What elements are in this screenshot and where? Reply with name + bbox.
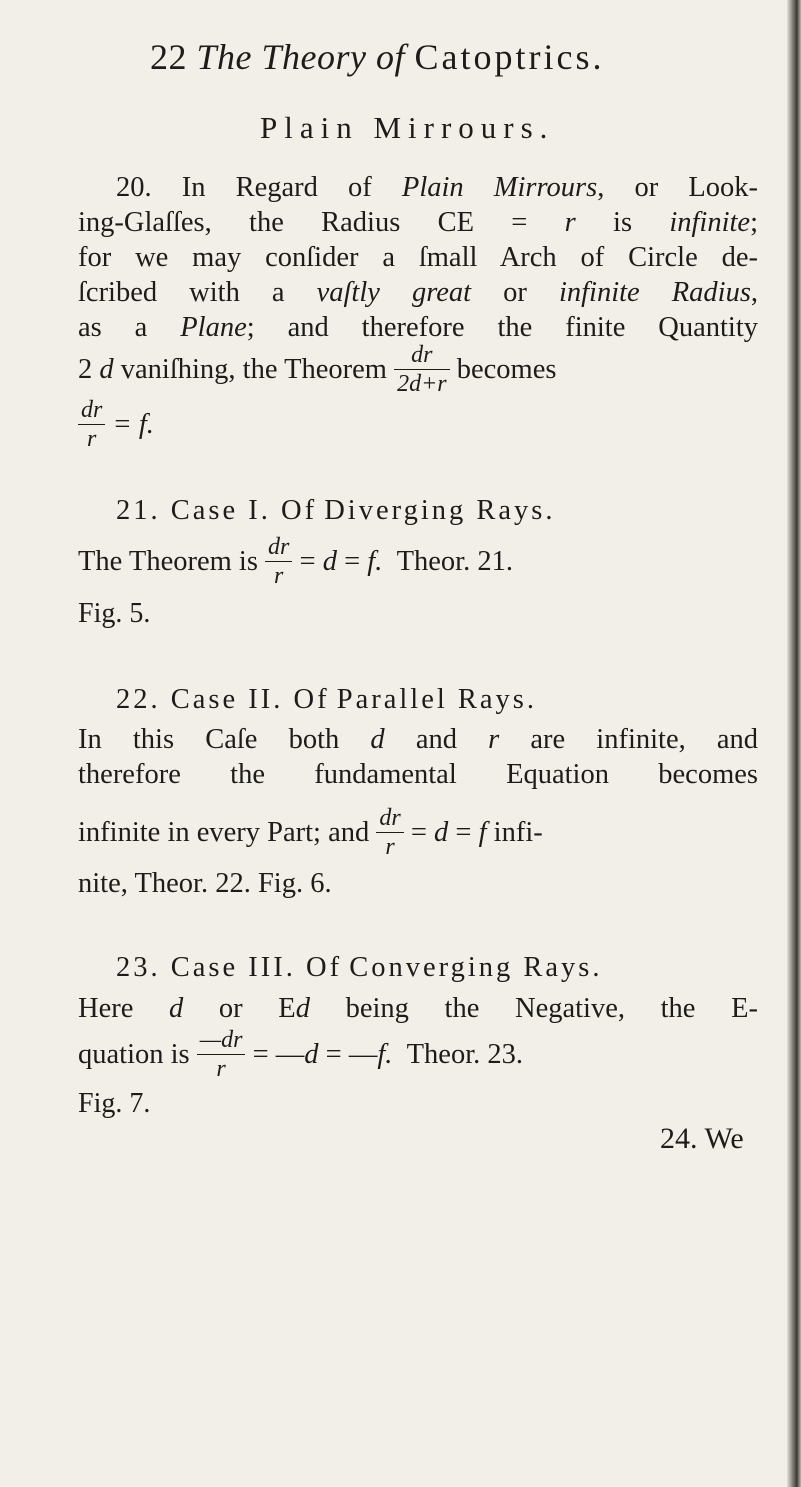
p22-line-1: In this Caſe both d and r are infinite, and bbox=[78, 724, 759, 755]
header-title-caps: Catoptrics. bbox=[414, 37, 605, 77]
p22-line-2: therefore the fundamental Equation becomes bbox=[78, 759, 758, 790]
header-title-italic: The Theory of bbox=[196, 37, 405, 77]
p22-line-4: nite, Theor. 22. Fig. 6. bbox=[78, 868, 332, 899]
fraction-dr-over-r: $\frac{dr}{r}$ bbox=[265, 533, 292, 590]
fraction-theorem: $\frac{dr}{2d+r}$ bbox=[394, 341, 450, 398]
figure-reference-7: Fig. 7. bbox=[78, 1088, 151, 1119]
page-number: 22 bbox=[150, 37, 187, 77]
p20-equation: $\frac{dr}{r}$ = f. bbox=[78, 398, 154, 455]
catchword: 24. We bbox=[660, 1122, 744, 1155]
p21-heading: 21. Case I. Of Diverging Rays. bbox=[116, 495, 556, 526]
p20-line-4: ſcribed with a vaſtly great or infinite Radius, bbox=[78, 277, 759, 308]
page-edge-shadow bbox=[787, 0, 801, 1487]
p20-line-6: 2 d vaniſhing, the Theorem $\frac{dr}{2d+r}$ becomes bbox=[78, 342, 557, 397]
p22-heading: 22. Case II. Of Parallel Rays. bbox=[116, 684, 538, 715]
section-title: Plain Mirrours. bbox=[260, 110, 555, 145]
p21-line-1: The Theorem is $\frac{dr}{r}$ = d = f. Theor. 21. bbox=[78, 534, 513, 589]
p23-line-1: Here d or Ed being the Negative, the E- bbox=[78, 993, 758, 1024]
figure-reference-5: Fig. 5. bbox=[78, 598, 151, 629]
fraction-dr-over-r: $\frac{dr}{r}$ bbox=[78, 396, 105, 453]
fraction-neg-dr-over-r: $\frac{—dr}{r}$ bbox=[197, 1026, 246, 1083]
p20-line-5: as a Plane; and therefore the finite Quantity bbox=[78, 312, 759, 343]
p23-line-2: quation is $\frac{—dr}{r}$ = —d = —f. Theor. 23. bbox=[78, 1027, 523, 1082]
paragraph-22 bbox=[78, 722, 758, 792]
running-header bbox=[150, 36, 604, 78]
p20-line-3: for we may conſider a ſmall Arch of Circle de- bbox=[78, 242, 758, 273]
p22-line-3: infinite in every Part; and $\frac{dr}{r}$ = d = f infi- bbox=[78, 805, 543, 860]
paragraph-20 bbox=[78, 170, 758, 345]
p20-line-1: 20. In Regard of Plain Mirrours, or Look- bbox=[116, 172, 759, 203]
p23-heading: 23. Case III. Of Converging Rays. bbox=[116, 952, 603, 983]
fraction-dr-over-r: $\frac{dr}{r}$ bbox=[376, 804, 403, 861]
paragraph-23 bbox=[78, 991, 758, 1026]
p20-line-2: ing-Glaſſes, the Radius CE = r is infinite; bbox=[78, 207, 758, 238]
